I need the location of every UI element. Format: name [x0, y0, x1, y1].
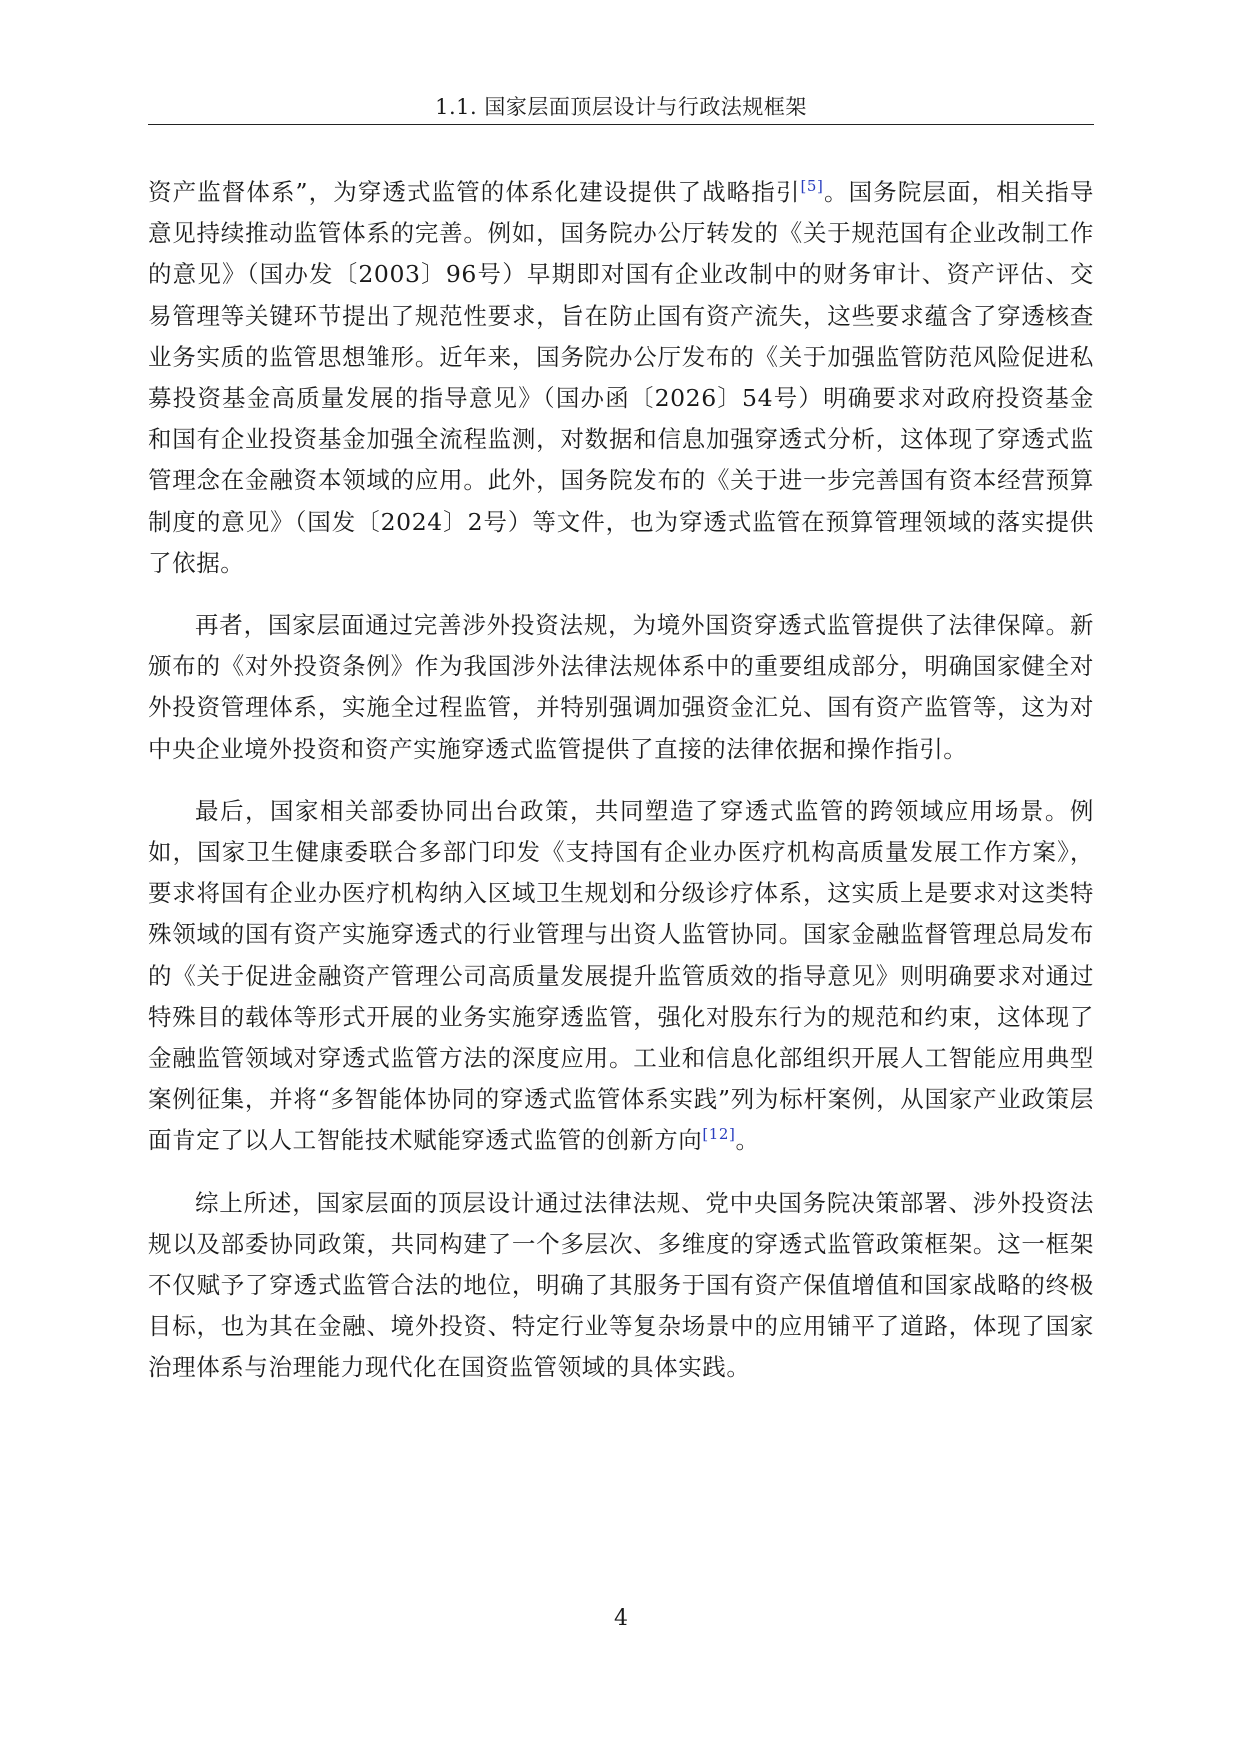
paragraph-1 [148, 172, 1094, 584]
header-rule [148, 124, 1094, 125]
citation-link-5[interactable]: [5] [800, 177, 824, 196]
body-text [148, 172, 1094, 1410]
page-number: 4 [614, 1606, 628, 1631]
running-header: 1.1. 国家层面顶层设计与行政法规框架 [435, 95, 807, 119]
paragraph-1-text-b: 。国务院层面，相关指导意见持续推动监管体系的完善。例如，国务院办公厅转发的《关于规范国有企业改制工作的意见》（国办发〔2003〕96号）早期即对国有企业改制中的财务审计、资产评估、交易管理等关键环节提出了规范性要求，旨在防止国有资产流失，这些要求蕴含了穿透核查业务实质的监管思想雏形。近年来，国务院办公厅发布的《关于加强监管防范风险促进私募投资基金高质量发展的指导意见》（国办函〔2026〕54号）明确要求对政府投资基金和国有企业投资基金加强全流程监测，对数据和信息加强穿透式分析，这体现了穿透式监管理念在金融资本领域的应用。此外，国务院发布的《关于进一步完善国有资本经营预算制度的意见》（国发〔2024〕2号）等文件，也为穿透式监管在预算管理领域的落实提供了依据。 [148, 178, 1094, 577]
paragraph-3-text-b: 。 [735, 1126, 760, 1155]
citation-link-12[interactable]: [12] [702, 1125, 736, 1144]
paragraph-2: 再者，国家层面通过完善涉外投资法规，为境外国资穿透式监管提供了法律保障。新颁布的《对外投资条例》作为我国涉外法律法规体系中的重要组成部分，明确国家健全对外投资管理体系，实施全过程监管，并特别强调加强资金汇兑、国有资产监管等，这为对中央企业境外投资和资产实施穿透式监管提供了直接的法律依据和操作指引。 [148, 611, 1094, 763]
paragraph-1-text-a: 资产监督体系”，为穿透式监管的体系化建设提供了战略指引 [148, 178, 801, 206]
paragraph-3-text-a: 最后，国家相关部委协同出台政策，共同塑造了穿透式监管的跨领域应用场景。例如，国家卫生健康委联合多部门印发《支持国有企业办医疗机构高质量发展工作方案》，要求将国有企业办医疗机构纳入区域卫生规划和分级诊疗体系，这实质上是要求对这类特殊领域的国有资产实施穿透式的行业管理与出资人监管协同。国家金融监督管理总局发布的《关于促进金融资产管理公司高质量发展提升监管质效的指导意见》则明确要求对通过特殊目的载体等形式开展的业务实施穿透监管，强化对股东行为的规范和约束，这体现了金融监管领域对穿透式监管方法的深度应用。工业和信息化部组织开展人工智能应用典型案例征集，并将“多智能体协同的穿透式监管体系实践”列为标杆案例，从国家产业政策层面肯定了以人工智能技术赋能穿透式监管的创新方向 [148, 796, 1094, 1155]
paragraph-3 [148, 791, 1094, 1162]
paragraph-4: 综上所述，国家层面的顶层设计通过法律法规、党中央国务院决策部署、涉外投资法规以及部委协同政策，共同构建了一个多层次、多维度的穿透式监管政策框架。这一框架不仅赋予了穿透式监管合法的地位，明确了其服务于国有资产保值增值和国家战略的终极目标，也为其在金融、境外投资、特定行业等复杂场景中的应用铺平了道路，体现了国家治理体系与治理能力现代化在国资监管领域的具体实践。 [148, 1188, 1094, 1382]
